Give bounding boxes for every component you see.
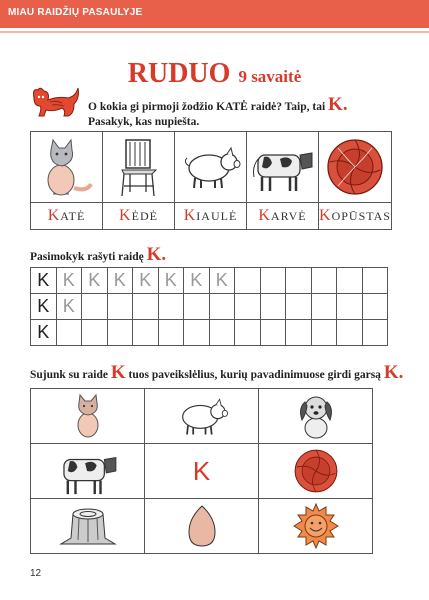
writing-cell[interactable]: K [31, 294, 57, 320]
writing-cell[interactable]: K [158, 268, 184, 294]
practice-instruction-text: Pasimokyk rašyti raidę [30, 251, 144, 263]
writing-cell[interactable] [311, 268, 337, 294]
picture-label [31, 203, 103, 230]
writing-cell[interactable] [133, 294, 159, 320]
writing-cell[interactable]: K [56, 268, 82, 294]
writing-cell[interactable] [107, 294, 133, 320]
matching-cell[interactable] [31, 444, 145, 499]
sun-icon [293, 503, 339, 549]
writing-cell[interactable] [209, 320, 235, 346]
chair-icon [116, 136, 162, 198]
writing-grid-row [31, 294, 388, 320]
matching-instruction-text: Sujunk su raide [30, 369, 108, 381]
matching-cell[interactable] [259, 499, 373, 554]
label-first-letter: K [119, 207, 132, 224]
writing-cell[interactable]: K [107, 268, 133, 294]
matching-cell[interactable] [145, 499, 259, 554]
writing-cell[interactable]: K [82, 268, 108, 294]
matching-cell[interactable] [259, 444, 373, 499]
writing-cell[interactable] [337, 320, 363, 346]
writing-cell[interactable] [184, 294, 210, 320]
page-title-main: RUDUO [127, 58, 231, 89]
question-text [88, 94, 348, 130]
writing-cell[interactable] [311, 294, 337, 320]
writing-cell[interactable]: K [31, 268, 57, 294]
writing-cell[interactable] [286, 320, 312, 346]
writing-cell[interactable]: K [133, 268, 159, 294]
label-first-letter: K [319, 207, 332, 224]
matching-cell[interactable] [31, 499, 145, 554]
matching-instruction-end: tuos paveikslėlius, kurių pavadinimuose girdi garsą [128, 369, 381, 381]
mascot-cat-icon [28, 84, 80, 120]
writing-grid [30, 267, 388, 346]
matching-cell[interactable] [259, 389, 373, 444]
writing-cell[interactable] [133, 320, 159, 346]
writing-cell[interactable] [260, 268, 286, 294]
picture-label [175, 203, 247, 230]
stump-icon [57, 504, 119, 548]
writing-cell[interactable] [158, 294, 184, 320]
writing-cell[interactable] [362, 268, 388, 294]
writing-cell[interactable] [82, 320, 108, 346]
writing-cell[interactable] [286, 268, 312, 294]
writing-cell[interactable] [286, 294, 312, 320]
writing-cell[interactable] [56, 320, 82, 346]
picture-label [103, 203, 175, 230]
matching-cell[interactable] [31, 389, 145, 444]
cabbage-icon [324, 136, 386, 198]
writing-cell[interactable]: K [184, 268, 210, 294]
writing-grid-row [31, 268, 388, 294]
writing-grid-row [31, 320, 388, 346]
matching-letter-1: K [110, 362, 126, 383]
picture-cell [31, 132, 103, 203]
writing-cell[interactable] [337, 268, 363, 294]
writing-cell[interactable] [260, 294, 286, 320]
page-number: 12 [30, 568, 42, 579]
page-title-week: 9 savaitė [238, 67, 302, 86]
writing-cell[interactable] [311, 320, 337, 346]
header-title: MIAU RAIDŽIŲ PASAULYJE [8, 7, 143, 18]
egg-icon [185, 504, 219, 548]
matching-table [30, 388, 373, 554]
cat-icon [70, 393, 106, 439]
writing-cell[interactable] [235, 320, 261, 346]
question-line1: O kokia gi pirmoji žodžio KATĖ raidė? Taip, tai [88, 101, 326, 113]
label-rest: ATĖ [60, 209, 86, 223]
puppy-icon [296, 392, 336, 440]
matching-instruction [30, 362, 403, 384]
label-first-letter: K [258, 207, 271, 224]
pig-icon [174, 394, 230, 438]
writing-cell[interactable] [362, 294, 388, 320]
label-rest: ARVĖ [270, 209, 307, 223]
pig-icon [181, 142, 241, 192]
cabbage-icon [292, 447, 340, 495]
writing-cell[interactable] [158, 320, 184, 346]
writing-cell[interactable] [235, 294, 261, 320]
cat-icon [39, 136, 95, 198]
question-letter: K. [328, 94, 348, 115]
matching-cell[interactable] [145, 389, 259, 444]
writing-cell[interactable] [184, 320, 210, 346]
writing-cell[interactable] [260, 320, 286, 346]
header-divider [0, 31, 429, 33]
picture-cell [319, 132, 392, 203]
writing-cell[interactable]: K [209, 268, 235, 294]
writing-cell[interactable] [209, 294, 235, 320]
practice-letter: K. [146, 244, 167, 265]
picture-cell [175, 132, 247, 203]
matching-cell-center[interactable] [145, 444, 259, 499]
label-first-letter: K [183, 207, 197, 224]
picture-table [30, 131, 392, 230]
writing-cell[interactable]: K [56, 294, 82, 320]
cow-icon [55, 446, 121, 496]
writing-cell[interactable] [235, 268, 261, 294]
question-line2: Pasakyk, kas nupiešta. [88, 116, 200, 128]
label-rest: ĖDĖ [131, 209, 158, 223]
matching-letter-2: K. [383, 362, 404, 383]
practice-instruction [30, 244, 166, 266]
label-first-letter: K [47, 207, 61, 224]
cow-icon [250, 141, 316, 193]
writing-cell[interactable]: K [31, 320, 57, 346]
writing-cell[interactable] [362, 320, 388, 346]
label-rest: IAULĖ [196, 209, 238, 223]
label-rest: OPŪSTAS [331, 209, 391, 223]
picture-label [319, 203, 392, 230]
picture-cell [103, 132, 175, 203]
writing-cell[interactable] [82, 294, 108, 320]
center-letter-k: K [192, 455, 211, 486]
picture-cell [247, 132, 319, 203]
writing-cell[interactable] [337, 294, 363, 320]
picture-label [247, 203, 319, 230]
writing-cell[interactable] [107, 320, 133, 346]
